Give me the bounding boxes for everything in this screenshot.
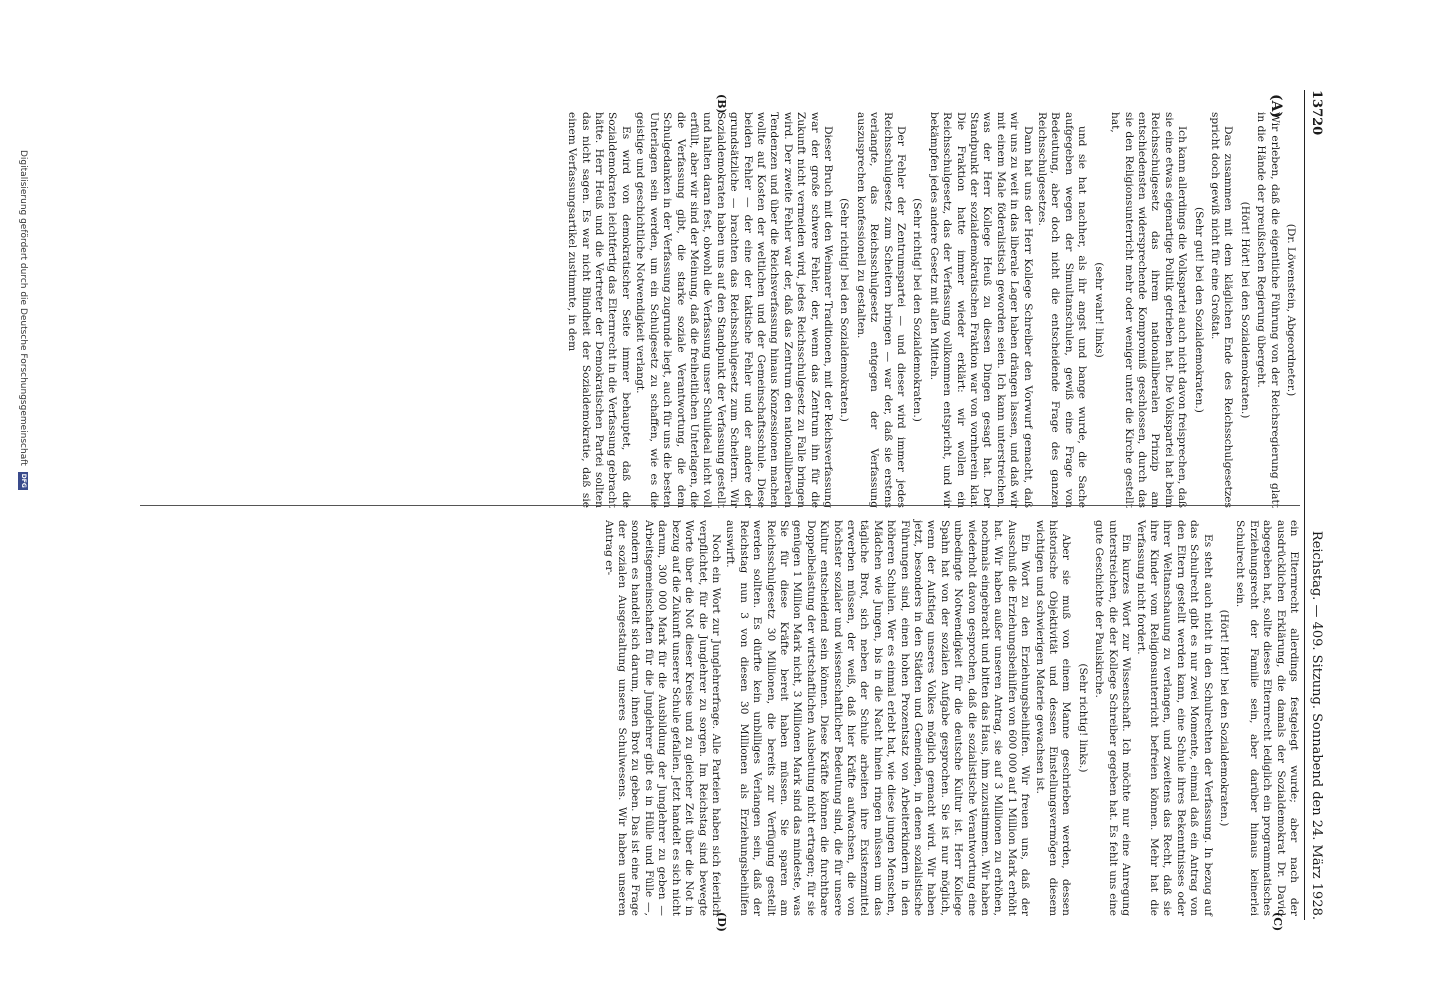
paragraph: Wir erleben, daß die eigentliche Führung von der Reichsregierung glatt in die Hände der preußischen Regierung übergeht. [1255,112,1281,508]
interjection: (Sehr richtig! links.) [1076,663,1089,773]
left-text-column [564,112,1300,508]
interjection: (Sehr gut! bei den Sozialdemokraten.) [1192,207,1205,413]
interjection: (Sehr richtig! bei den Sozialdemokraten.) [911,198,924,422]
paragraph: Es wird von demokratischer Seite immer behauptet, daß die Sozialdemokraten leichtfertig das Elternrecht in die Verfassung gebracht hätte. Herr Heuß und die Vertreter der Demokratischen Partei sollten das nicht sagen. Es war nicht Blindheit der Sozialdemokratie, daß sie einem Verfassungsartikel zustimmte, in dem [566,112,632,508]
margin-marker-b: (B) [715,94,728,114]
paragraph: Noch ein Wort zur Junglehrerfrage. Alle Parteien haben sich feierlich verpflichtet, für die Junglehrer zu sorgen. Im Reichstag sind bewegte Worte über die Not dieser Kreise und zu gleicher Zeit über die Not in bezug auf die Zukunft unserer Schule gefallen. Jetzt handelt es sich nicht darum, 300 000 Mark für die Ausbildung der Junglehrer zu geben — Arbeitsgemeinschaften für die Junglehrer gibt es in Hülle und Fülle —, sondern es handelt sich darum, ihnen Brot zu geben. Das ist eine Frage der sozialen Ausgestaltung unseres Schulwesens. Wir haben unseren Antrag er- [602,520,722,916]
paragraph: Das zusammen mit dem kläglichen Ende des Reichsschulgesetzes spricht doch gewiß nicht für eine Großtat. [1208,112,1235,508]
interjection: (sehr wahr! links) [1092,262,1105,358]
paragraph: Dann hat uns der Herr Kollege Schreiber den Vorwurf gemacht, daß wir uns zu weit in das liberale Lager haben drängen lassen, und daß wir mit einem Male föderalistisch geworden seien. Ich kann unterstreichen, was der Herr Kollege Heuß zu diesen Dingen gesagt hat. Der Standpunkt der sozialdemokratischen Fraktion war von vornherein klar. Die Fraktion hatte immer wieder erklärt: wir wollen ein Reichsschulgesetz, das der Verfassung vollkommen entspricht, und wir bekämpfen jedes andere Gesetz mit allen Mitteln. [927,112,1034,508]
page-title: Reichstag. — 409. Sitzung. Sonnabend den 24. März 1928. [1309,530,1324,920]
paragraph: und sie hat nachher, als ihr angst und bange wurde, die Sache aufgegeben wegen der Simultanschulen, gewiß eine Frage von Bedeutung, aber doch nicht die entscheidende Frage des ganzen Reichsschulgesetzes. [1036,112,1089,508]
paragraph: Ein Wort zu den Erziehungsbeihilfen. Wir freuen uns, daß der Ausschuß die Erziehungsbeihilfen von 600 000 auf 1 Million Mark erhöht hat. Wir haben außer unseren Antrag, sie auf 3 Millionen zu erhöhen, nochmals eingebracht und bitten das Haus, ihm zuzustimmen. Wir haben wiederholt davon gesprochen, daß die sozialistische Verantwortung eine unbedingte Notwendigkeit für die deutsche Kultur ist. Herr Kollege Spahn hat von der sozialen Aufgabe gesprochen. Sie ist nur möglich, wenn der Aufstieg unseres Volkes möglich gemacht wird. Wir haben jetzt, besonders in den Städten und Gemeinden, in denen sozialistische Führungen sind, einen hohen Prozentsatz von Arbeiterkindern in den höheren Schulen. Wer es einmal erlebt hat, wie diese jungen Menschen, Mädchen wie Jungen, bis in die Nacht hinein ringen müssen um das tägliche Brot, sich neben der Schule arbeiten ihre Existenzmittel erwerben müssen, der weiß, daß hier Kräfte aufwachsen, die von höchster sozialer und wissenschaftlicher Bedeutung sind, die für unsere Kultur entscheidend sein können. Diese Kräfte können die furchtbare Doppelbelastung der wirtschaftlichen Ausbeutung nicht ertragen; für sie genügen 1 Million Mark nicht, 3 Millionen Mark sind das mindeste, was Sie für diese Kräfte bereit haben müssen. Sie sparen am Reichsschulgesetz 30 Millionen, die bereits zur Verfügung gestellt werden sollten. Es dürfte kein unbilliges Verlangen sein, daß der Reichstag nun 3 von diesen 30 Millionen als Erziehungsbeihilfen auswirft. [724,520,1032,916]
interjection: (Hört! Hört! bei den Sozialdemokraten.) [1238,201,1251,419]
right-text-column [600,520,1300,916]
margin-marker-c: (C) [1271,912,1284,932]
paragraph: Der Fehler der Zentrumspartei — und dieser wird immer jedes Reichsschulgesetz zum Scheitern bringen — war der, daß sie erstens verlangte, das Reichsschulgesetz entgegen der Verfassung auszusprechen konfessionell zu gestalten. [854,112,908,508]
interjection: (Hört! Hört! bei den Sozialdemokraten.) [1217,609,1230,827]
page-number: 13720 [1309,90,1324,136]
page-header [1304,90,1324,920]
paragraph: Ein kurzes Wort zur Wissenschaft. Ich möchte nur eine Anregung unterstreichen, die der Kollege Schreiber gegeben hat. Es fehlt uns eine gute Geschichte der Paulskirche. [1093,520,1133,916]
digitization-footer [18,150,28,850]
footer-text: Digitalisierung gefördert durch die Deutsche Forschungsgemeinschaft [18,150,28,466]
paragraph: Dieser Bruch mit den Weimarer Traditionen, mit der Reichsverfassung war der große schwere Fehler, der, wenn das Zentrum ihn für die Zukunft nicht vermeiden wird, jedes Reichsschulgesetz zu Falle bringen wird. Der zweite Fehler war der, daß das Zentrum den nationalliberalen Tendenzen und über die Reichsverfassung hinaus Konzessionen machen wollte auf Kosten der weltlichen und der Gemeinschaftsschule. Diese beiden Fehler — der eine der taktische Fehler und der andere der grundsätzliche — brachten das Reichsschulgesetz zum Scheitern. Wir Sozialdemokraten haben uns auf den Standpunkt der Verfassung gestellt und halten daran fest, obwohl die Verfassung unser Schulideal nicht voll erfüllt, aber wir sind der Meinung, daß die freiheitlichen Unterlagen, die die Verfassung gibt, die starke soziale Verantwortung, die dem Schulgedanken in der Verfassung zugrunde liegt, auch für uns die besten Unterlagen sein werden, um ein Schulgesetz zu schaffen, wie es die geistige und geschichtliche Notwendigkeit verlangt. [634,112,834,508]
column-divider [140,505,1300,506]
margin-marker-d: (D) [715,912,728,932]
interjection: (Sehr richtig! bei den Sozialdemokraten.) [838,198,851,422]
paragraph: Es steht auch nicht in den Schulrechten der Verfassung. In bezug auf das Schulrecht gibt es nur zwei Momente, einmal daß ein Antrag von den Eltern gestellt werden kann, eine Schule ihres Bekenntnisses oder ihrer Weltanschauung zu verlangen, und zweitens das Recht, daß sie ihre Kinder vom Religionsunterricht befreien können. Mehr hat die Verfassung nicht fordert. [1134,520,1214,916]
paragraph: ein Elternrecht allerdings festgelegt wurde; aber nach der ausdrücklichen Erklärung, die damals der Sozialdemokrat Dr. David abgegeben hat, sollte dieses Elternrecht lediglich ein programmatisches Erziehungsrecht der Familie sein, aber darüber hinaus keinerlei Schulrecht sein. [1234,520,1300,916]
paragraph: Ich kann allerdings die Volkspartei auch nicht davon freisprechen, daß sie eine etwas eigenartige Politik getrieben hat. Die Volkspartei hat beim Reichsschulgesetz das ihrem nationalliberalen Prinzip am entschiedensten widersprechende Kompromiß geschlossen, durch das sie den Religionsunterricht mehr oder weniger unter die Kirche gestellt hat, [1109,112,1189,508]
interjection: (Dr. Löwenstein, Abgeordneter.) [1285,223,1297,397]
paragraph: Aber sie muß von einem Manne geschrieben werden, dessen historische Objektivität und dessen Einstellungsvermögen diesem wichtigen und schwierigen Materie gewachsen ist. [1033,520,1073,916]
margin-marker-a: (A) [1268,94,1284,119]
dfg-logo: DFG [20,473,27,488]
